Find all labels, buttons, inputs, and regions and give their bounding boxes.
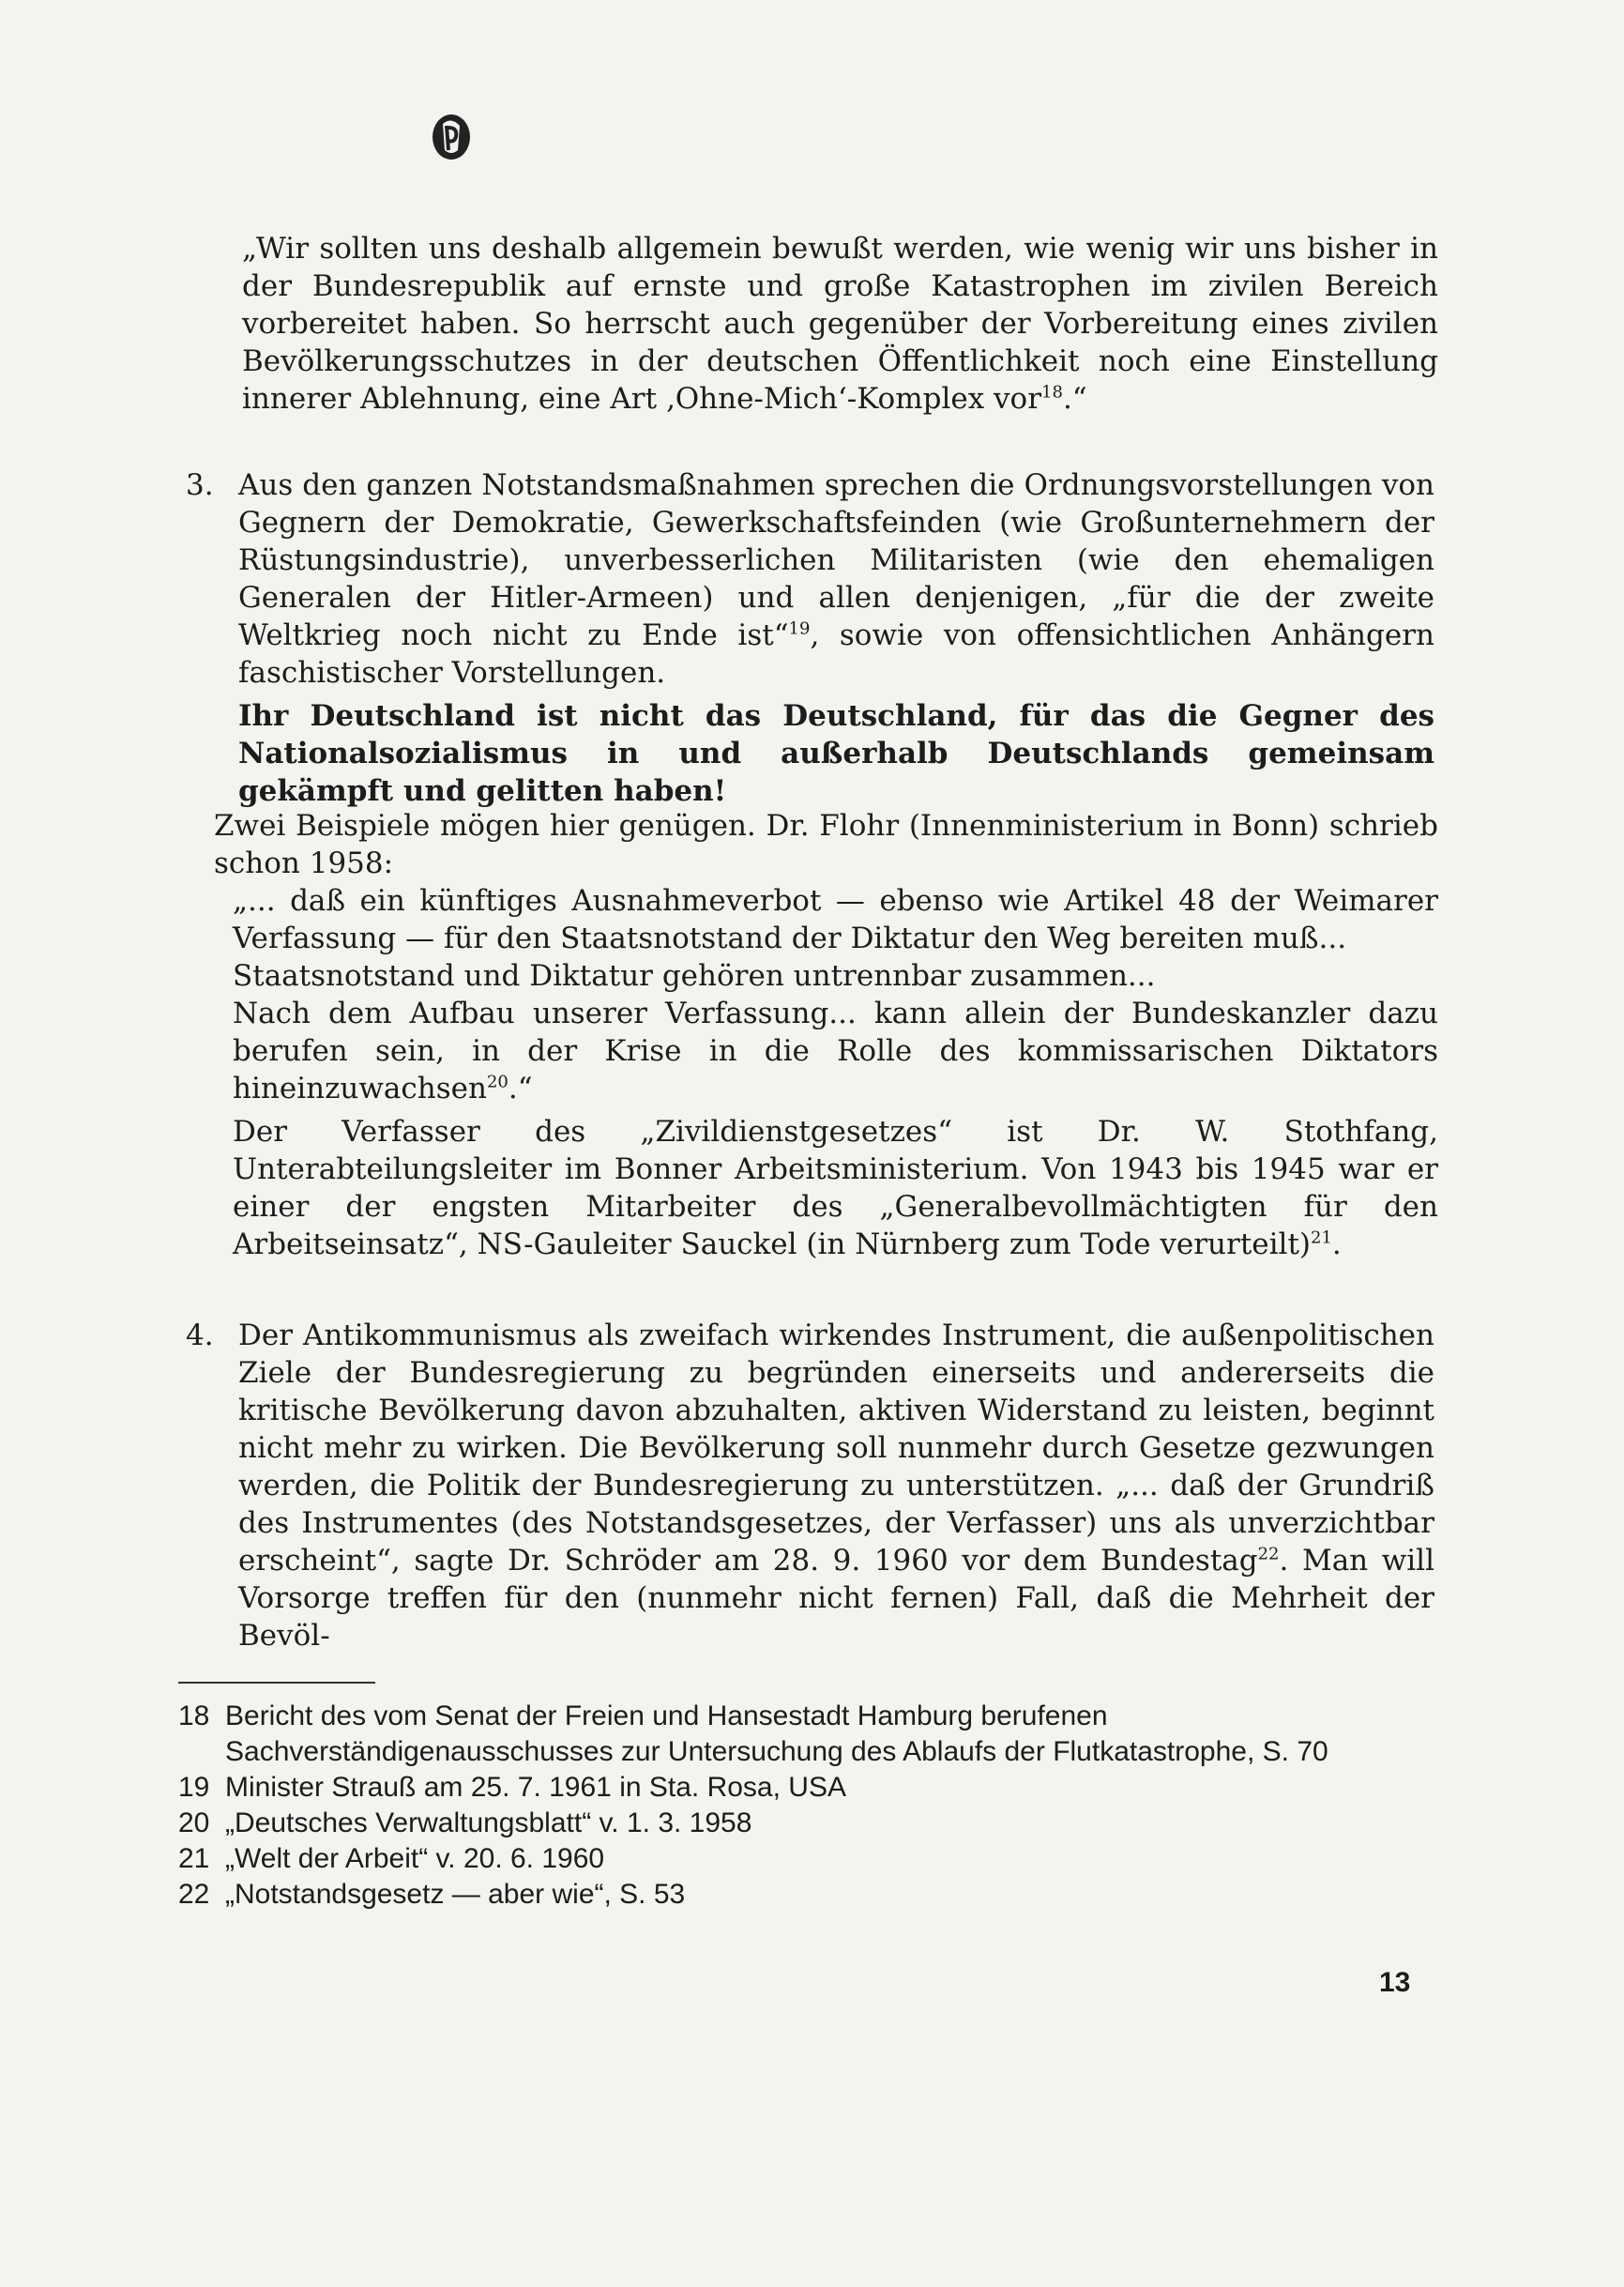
item-4-text: Der Antikommunismus als zweifach wirkendes Instrument, die außenpolitischen Ziele der Bundesregierung zu begründen einerseits und andererseits die kritische Bevölkerung davon abzuhalten, aktiven Widerstand zu leisten, beginnt nicht mehr zu wirken. Die Bevölkerung soll nunmehr durch Gesetze gezwungen werden, die Politik der Bundesregierung zu unterstützen. „... daß der Grundriß des Instrumentes (des Notstandsgesetzes, der Verfasser) uns als unverzichtbar erscheint“, sagte Dr. Schröder am 28. 9. 1960 vor dem Bundestag — [238, 1319, 1434, 1578]
footnote-ref-22[interactable]: 22 — [1257, 1544, 1280, 1564]
opening-quote — [242, 230, 1438, 418]
quote-line-1: „... daß ein künftiges Ausnahmeverbot — ebenso wie Artikel 48 der Weimarer Verfassung — für den Staatsnotstand der Diktatur den Weg bereiten muß... — [233, 884, 1438, 955]
publisher-logo-icon — [420, 105, 482, 167]
footnote-ref-18[interactable]: 18 — [1041, 382, 1063, 403]
item-3-paragraph-2: Zwei Beispiele mögen hier genügen. Dr. Flohr (Innenministerium in Bonn) schrieb schon 1958: — [214, 809, 1438, 880]
page-number: 13 — [1379, 1967, 1411, 1998]
footnotes — [178, 1699, 1435, 1913]
item-3-text-3-tail: . — [1331, 1227, 1342, 1261]
quote-line-2: Staatsnotstand und Diktatur gehören untrennbar zusammen... — [233, 959, 1156, 993]
footnote-text: „Deutsches Verwaltungsblatt“ v. 1. 3. 1958 — [225, 1807, 752, 1838]
footnote-19 — [178, 1770, 1435, 1806]
item-4-paragraph — [238, 1317, 1434, 1654]
footnote-18 — [178, 1699, 1435, 1770]
footnote-text: „Welt der Arbeit“ v. 20. 6. 1960 — [225, 1843, 605, 1874]
footnote-20 — [178, 1806, 1435, 1841]
item-3-text-3: Der Verfasser des „Zivildienstgesetzes“ ist Dr. W. Stothfang, Unterabteilungsleiter im Bonner Arbeitsministerium. Von 1943 bis 1945 war er einer der engsten Mitarbeiter des „Generalbevollmächtigten für den Arbeitseinsatz“, NS-Gauleiter Sauckel (in Nürnberg zum Tode verurteilt) — [233, 1115, 1438, 1261]
footnote-text: Bericht des vom Senat der Freien und Hansestadt Hamburg berufenen Sachverständigenausschusses zur Untersuchung des Ablaufs der Flutkatastrophe, S. 70 — [225, 1700, 1328, 1767]
opening-quote-text: „Wir sollten uns deshalb allgemein bewußt werden, wie wenig wir uns bisher in der Bundesrepublik auf ernste und große Katastrophen im zivilen Bereich vorbereitet haben. So herrscht auch gegenüber der Vorbereitung eines zivilen Bevölkerungsschutzes in der deutschen Öffentlichkeit noch eine Einstellung innerer Ablehnung, eine Art ‚Ohne-Mich‘-Komplex vor — [242, 232, 1438, 416]
quote-line-3 — [233, 995, 1438, 1107]
item-3-text-1-tail: , sowie von offensichtlichen Anhängern faschistischer Vorstellungen. — [238, 618, 1434, 690]
footnote-number: 22 — [178, 1879, 210, 1910]
footnote-number: 19 — [178, 1772, 210, 1803]
item-4-text-tail: . Man will Vorsorge treffen für den (nunmehr nicht fernen) Fall, daß die Mehrheit der Bevöl- — [238, 1544, 1434, 1653]
footnote-number: 18 — [178, 1700, 210, 1731]
item-3-continuation — [214, 807, 1438, 888]
footnote-number: 21 — [178, 1843, 210, 1874]
quote-line-3-text: Nach dem Aufbau unserer Verfassung... kann allein der Bundeskanzler dazu berufen sein, in der Krise in die Rolle des kommissarischen Diktators hineinzuwachsen — [233, 997, 1438, 1105]
item-number: 3. — [186, 468, 214, 502]
list-item-3 — [186, 466, 1438, 816]
item-3-paragraph-1 — [238, 466, 1434, 692]
item-3-bold-paragraph: Ihr Deutschland ist nicht das Deutschland, für das die Gegner des Nationalsozialismus in und außerhalb Deutschlands gemeinsam gekämpft und gelitten haben! — [238, 699, 1434, 808]
footnote-ref-21[interactable]: 21 — [1311, 1227, 1332, 1248]
item-3-quote — [233, 882, 1438, 1263]
item-number: 4. — [186, 1319, 214, 1352]
footnote-text: Minister Strauß am 25. 7. 1961 in Sta. Rosa, USA — [225, 1772, 846, 1803]
item-3-text-1: Aus den ganzen Notstandsmaßnahmen sprechen die Ordnungsvorstellungen von Gegnern der Demokratie, Gewerkschaftsfeinden (wie Großunternehmern der Rüstungsindustrie), unverbesserlichen Militaristen (wie den ehemaligen Generalen der Hitler-Armeen) und allen denjenigen, „für die der zweite Weltkrieg noch nicht zu Ende ist“ — [238, 468, 1434, 652]
footnote-21 — [178, 1841, 1435, 1877]
footnote-text: „Notstandsgesetz — aber wie“, S. 53 — [225, 1879, 686, 1910]
item-3-paragraph-3 — [233, 1113, 1438, 1263]
quote-line-3-end: .“ — [508, 1072, 533, 1105]
footnote-ref-19[interactable]: 19 — [788, 618, 811, 639]
footnote-ref-20[interactable]: 20 — [486, 1072, 508, 1092]
opening-quote-end: .“ — [1062, 382, 1087, 416]
footnote-22 — [178, 1877, 1435, 1913]
footnote-divider — [178, 1682, 375, 1684]
footnote-number: 20 — [178, 1807, 210, 1838]
list-item-4 — [186, 1317, 1438, 1660]
